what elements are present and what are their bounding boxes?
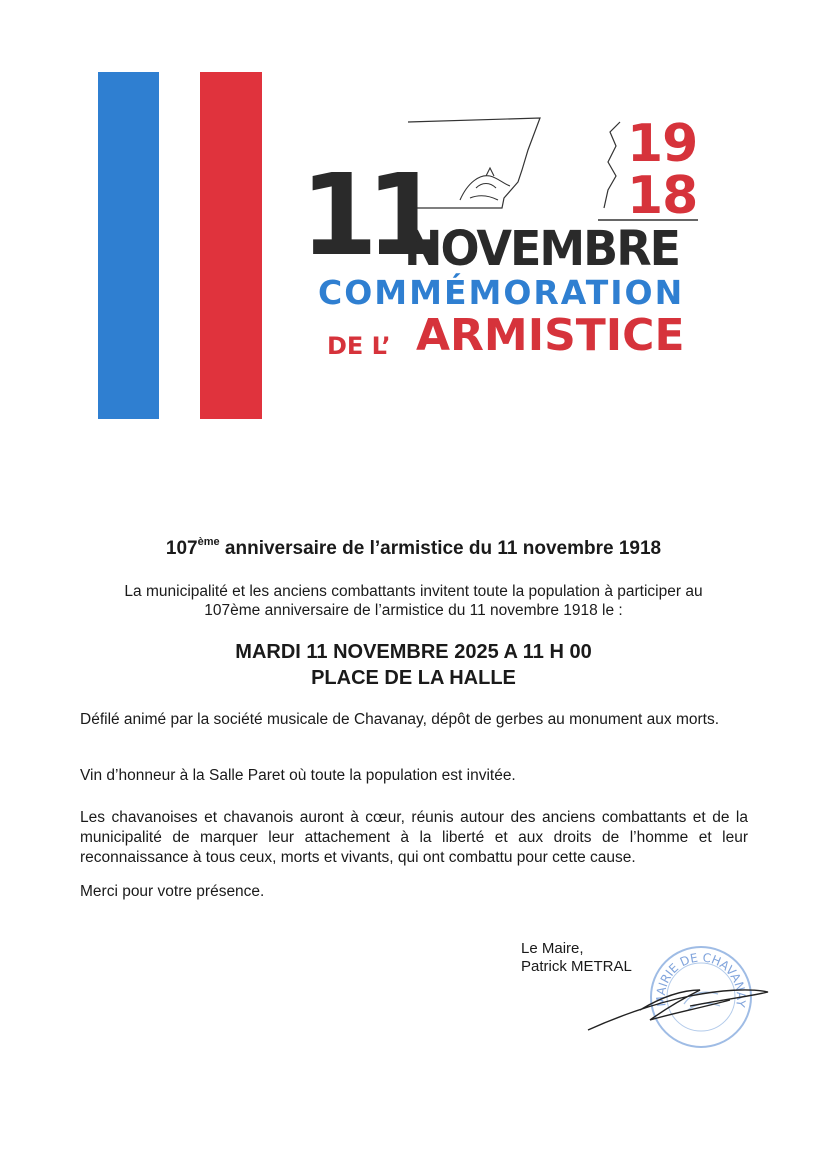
event-place: PLACE DE LA HALLE bbox=[311, 667, 516, 689]
paragraph-parade: Défilé animé par la société musicale de Chavanay, dépôt de gerbes au monument aux morts. bbox=[80, 711, 720, 728]
paragraph-tribute: Les chavanoises et chavanois auront à cœur, réunis autour des anciens combattants et de la municipalité de marquer leur attachement à la liberté et aux droits de l’homme et leur reconnaissance à tous ceux, morts et vivants, qui ont combattu pour cette cause. bbox=[80, 809, 748, 866]
poster-month: NOVEMBRE bbox=[404, 219, 680, 277]
poster-day-number: 11 bbox=[300, 151, 432, 281]
title-rest: anniversaire de l’armistice du 11 novembre 1918 bbox=[219, 538, 662, 559]
poster-commemoration: COMMÉMORATION bbox=[318, 273, 685, 312]
mayor-signature bbox=[580, 960, 780, 1040]
poster-year-top: 19 bbox=[627, 114, 698, 174]
intro-paragraph: La municipalité et les anciens combattants invitent toute la population à participer au 107ème anniversaire de l’armistice du 11 novembre 1918 le : bbox=[124, 583, 703, 619]
flag-red-stripe bbox=[200, 72, 262, 419]
signatory-name: Patrick METRAL bbox=[521, 958, 632, 975]
poster-de-l: DE L’ bbox=[327, 332, 391, 360]
poster-armistice: ARMISTICE bbox=[416, 310, 685, 361]
title-superscript: ème bbox=[197, 536, 220, 548]
poster-year-bottom: 18 bbox=[627, 166, 698, 226]
signatory-title: Le Maire, bbox=[521, 940, 584, 957]
title-number: 107 bbox=[165, 538, 198, 559]
flag-blue-stripe bbox=[98, 72, 159, 419]
svg-text:MAIRIE DE CHAVANAY: MAIRIE DE CHAVANAY bbox=[653, 950, 749, 1009]
event-date: MARDI 11 NOVEMBRE 2025 A 11 H 00 bbox=[235, 641, 592, 663]
document-title bbox=[0, 538, 827, 560]
paragraph-thanks: Merci pour votre présence. bbox=[80, 883, 265, 900]
paragraph-reception: Vin d’honneur à la Salle Paret où toute la population est invitée. bbox=[80, 767, 516, 784]
